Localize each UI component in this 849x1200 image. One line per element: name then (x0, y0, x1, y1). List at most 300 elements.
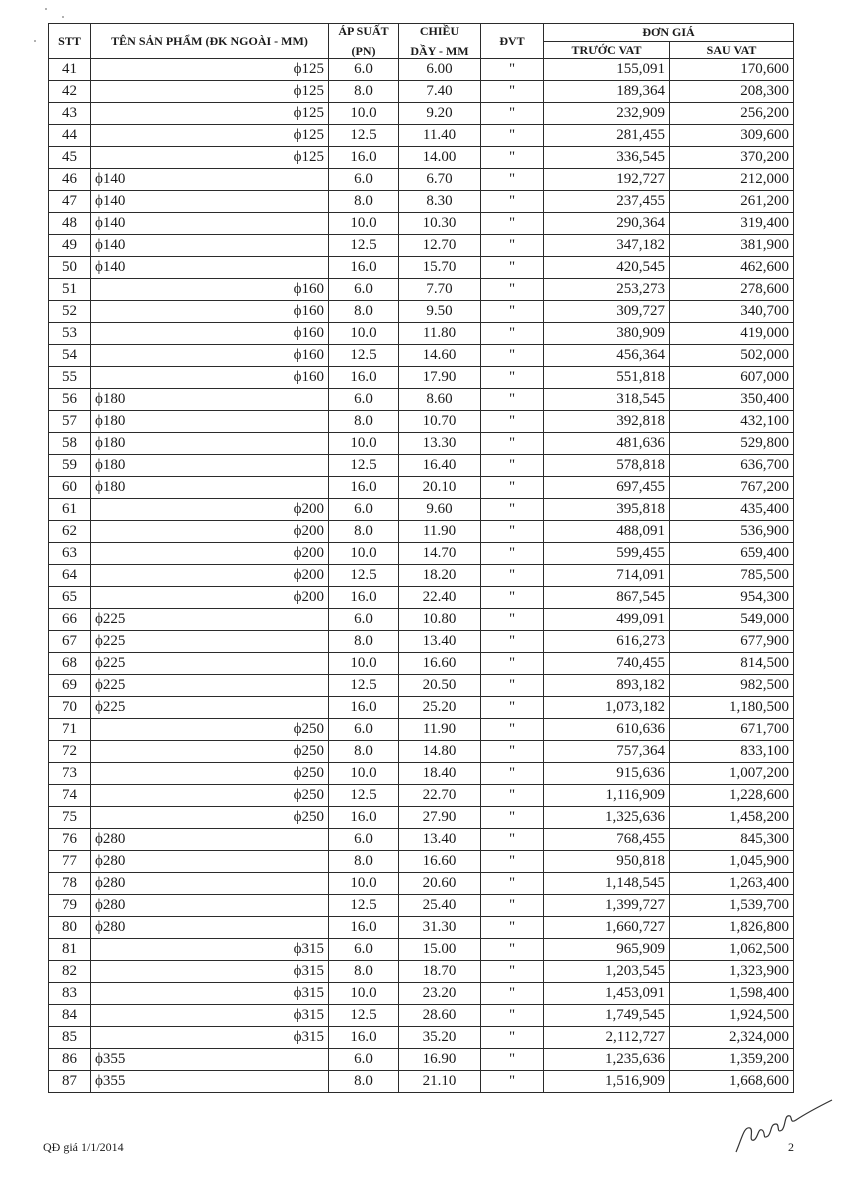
row-price-before-vat: 1,749,545 (544, 1005, 670, 1027)
row-price-before-vat: 1,516,909 (544, 1071, 670, 1093)
row-price-after-vat: 549,000 (670, 609, 794, 631)
row-thickness: 10.80 (399, 609, 481, 631)
table-row (49, 653, 794, 675)
row-stt: 58 (49, 433, 91, 455)
row-thickness: 11.80 (399, 323, 481, 345)
row-stt: 79 (49, 895, 91, 917)
row-product: ϕ280 (91, 895, 329, 917)
row-thickness: 14.70 (399, 543, 481, 565)
row-thickness: 18.20 (399, 565, 481, 587)
table-row (49, 873, 794, 895)
header-thickness (399, 24, 481, 59)
row-stt: 42 (49, 81, 91, 103)
row-unit: " (481, 807, 544, 829)
row-price-before-vat: 281,455 (544, 125, 670, 147)
row-product: ϕ250 (91, 785, 329, 807)
row-thickness: 22.40 (399, 587, 481, 609)
row-pressure: 6.0 (329, 59, 399, 81)
row-thickness: 9.50 (399, 301, 481, 323)
row-thickness: 25.40 (399, 895, 481, 917)
row-thickness: 10.70 (399, 411, 481, 433)
row-product: ϕ225 (91, 653, 329, 675)
row-price-before-vat: 1,073,182 (544, 697, 670, 719)
row-stt: 53 (49, 323, 91, 345)
row-stt: 43 (49, 103, 91, 125)
row-price-before-vat: 392,818 (544, 411, 670, 433)
row-price-before-vat: 1,453,091 (544, 983, 670, 1005)
table-row (49, 543, 794, 565)
row-price-after-vat: 309,600 (670, 125, 794, 147)
row-unit: " (481, 257, 544, 279)
row-price-before-vat: 481,636 (544, 433, 670, 455)
row-price-after-vat: 814,500 (670, 653, 794, 675)
row-price-after-vat: 1,180,500 (670, 697, 794, 719)
row-unit: " (481, 103, 544, 125)
row-product: ϕ280 (91, 917, 329, 939)
row-price-after-vat: 319,400 (670, 213, 794, 235)
row-price-after-vat: 671,700 (670, 719, 794, 741)
row-product: ϕ125 (91, 103, 329, 125)
row-thickness: 7.40 (399, 81, 481, 103)
row-price-before-vat: 1,203,545 (544, 961, 670, 983)
row-pressure: 16.0 (329, 257, 399, 279)
row-price-after-vat: 954,300 (670, 587, 794, 609)
row-price-before-vat: 155,091 (544, 59, 670, 81)
row-thickness: 20.50 (399, 675, 481, 697)
row-stt: 86 (49, 1049, 91, 1071)
table-row (49, 499, 794, 521)
row-price-after-vat: 1,668,600 (670, 1071, 794, 1093)
row-thickness: 11.90 (399, 719, 481, 741)
row-thickness: 22.70 (399, 785, 481, 807)
table-row (49, 367, 794, 389)
row-price-before-vat: 768,455 (544, 829, 670, 851)
row-thickness: 16.90 (399, 1049, 481, 1071)
row-thickness: 13.40 (399, 829, 481, 851)
table-row (49, 565, 794, 587)
table-row (49, 1071, 794, 1093)
row-price-after-vat: 785,500 (670, 565, 794, 587)
row-stt: 49 (49, 235, 91, 257)
row-unit: " (481, 719, 544, 741)
table-row (49, 631, 794, 653)
row-pressure: 10.0 (329, 763, 399, 785)
table-row (49, 1027, 794, 1049)
table-row (49, 81, 794, 103)
row-price-after-vat: 1,228,600 (670, 785, 794, 807)
row-price-after-vat: 502,000 (670, 345, 794, 367)
row-pressure: 16.0 (329, 477, 399, 499)
row-price-before-vat: 488,091 (544, 521, 670, 543)
row-thickness: 17.90 (399, 367, 481, 389)
row-price-before-vat: 456,364 (544, 345, 670, 367)
row-thickness: 14.80 (399, 741, 481, 763)
row-pressure: 6.0 (329, 609, 399, 631)
row-product: ϕ225 (91, 609, 329, 631)
row-pressure: 8.0 (329, 961, 399, 983)
row-product: ϕ200 (91, 521, 329, 543)
row-price-after-vat: 1,045,900 (670, 851, 794, 873)
row-pressure: 12.5 (329, 125, 399, 147)
row-stt: 54 (49, 345, 91, 367)
row-pressure: 10.0 (329, 543, 399, 565)
table-row (49, 169, 794, 191)
row-pressure: 8.0 (329, 521, 399, 543)
row-price-after-vat: 350,400 (670, 389, 794, 411)
row-price-after-vat: 1,539,700 (670, 895, 794, 917)
row-price-before-vat: 1,325,636 (544, 807, 670, 829)
row-price-before-vat: 189,364 (544, 81, 670, 103)
row-price-after-vat: 432,100 (670, 411, 794, 433)
row-stt: 81 (49, 939, 91, 961)
row-price-before-vat: 336,545 (544, 147, 670, 169)
row-pressure: 12.5 (329, 675, 399, 697)
row-price-before-vat: 1,399,727 (544, 895, 670, 917)
table-row (49, 939, 794, 961)
row-unit: " (481, 345, 544, 367)
row-product: ϕ280 (91, 829, 329, 851)
row-price-before-vat: 965,909 (544, 939, 670, 961)
row-price-before-vat: 740,455 (544, 653, 670, 675)
row-price-before-vat: 1,116,909 (544, 785, 670, 807)
row-product: ϕ225 (91, 631, 329, 653)
row-product: ϕ315 (91, 1005, 329, 1027)
row-product: ϕ315 (91, 939, 329, 961)
row-product: ϕ180 (91, 389, 329, 411)
row-price-after-vat: 208,300 (670, 81, 794, 103)
row-product: ϕ160 (91, 279, 329, 301)
row-price-after-vat: 462,600 (670, 257, 794, 279)
row-price-after-vat: 1,062,500 (670, 939, 794, 961)
row-product: ϕ200 (91, 565, 329, 587)
row-pressure: 8.0 (329, 1071, 399, 1093)
row-product: ϕ125 (91, 125, 329, 147)
scan-speck (62, 16, 64, 18)
row-unit: " (481, 455, 544, 477)
row-price-before-vat: 1,235,636 (544, 1049, 670, 1071)
row-pressure: 10.0 (329, 433, 399, 455)
row-pressure: 12.5 (329, 785, 399, 807)
row-pressure: 6.0 (329, 1049, 399, 1071)
row-stt: 41 (49, 59, 91, 81)
row-price-after-vat: 677,900 (670, 631, 794, 653)
row-stt: 76 (49, 829, 91, 851)
row-price-after-vat: 982,500 (670, 675, 794, 697)
row-pressure: 10.0 (329, 983, 399, 1005)
row-price-after-vat: 607,000 (670, 367, 794, 389)
row-product: ϕ200 (91, 587, 329, 609)
row-price-before-vat: 237,455 (544, 191, 670, 213)
row-stt: 78 (49, 873, 91, 895)
row-pressure: 10.0 (329, 653, 399, 675)
row-product: ϕ180 (91, 455, 329, 477)
row-price-before-vat: 599,455 (544, 543, 670, 565)
table-row (49, 477, 794, 499)
row-thickness: 23.20 (399, 983, 481, 1005)
row-thickness: 10.30 (399, 213, 481, 235)
row-stt: 73 (49, 763, 91, 785)
row-price-after-vat: 1,359,200 (670, 1049, 794, 1071)
row-stt: 46 (49, 169, 91, 191)
row-price-before-vat: 950,818 (544, 851, 670, 873)
row-price-after-vat: 381,900 (670, 235, 794, 257)
row-thickness: 16.60 (399, 851, 481, 873)
row-product: ϕ140 (91, 213, 329, 235)
row-price-before-vat: 395,818 (544, 499, 670, 521)
row-pressure: 6.0 (329, 829, 399, 851)
row-product: ϕ180 (91, 411, 329, 433)
row-pressure: 16.0 (329, 147, 399, 169)
row-price-after-vat: 833,100 (670, 741, 794, 763)
header-after-vat: SAU VAT (670, 41, 794, 59)
row-stt: 59 (49, 455, 91, 477)
row-thickness: 13.40 (399, 631, 481, 653)
header-thickness-line1: CHIỀU (419, 24, 460, 38)
row-unit: " (481, 191, 544, 213)
row-thickness: 28.60 (399, 1005, 481, 1027)
row-product: ϕ315 (91, 961, 329, 983)
row-product: ϕ250 (91, 807, 329, 829)
row-thickness: 20.10 (399, 477, 481, 499)
row-unit: " (481, 1005, 544, 1027)
row-pressure: 10.0 (329, 103, 399, 125)
row-thickness: 15.00 (399, 939, 481, 961)
row-thickness: 14.00 (399, 147, 481, 169)
table-row (49, 257, 794, 279)
row-thickness: 35.20 (399, 1027, 481, 1049)
row-unit: " (481, 389, 544, 411)
row-price-before-vat: 290,364 (544, 213, 670, 235)
table-row (49, 1049, 794, 1071)
header-price: ĐƠN GIÁ (544, 24, 794, 42)
row-product: ϕ280 (91, 873, 329, 895)
row-thickness: 11.40 (399, 125, 481, 147)
row-price-after-vat: 845,300 (670, 829, 794, 851)
row-unit: " (481, 1071, 544, 1093)
row-stt: 55 (49, 367, 91, 389)
table-row (49, 301, 794, 323)
row-price-after-vat: 1,007,200 (670, 763, 794, 785)
row-pressure: 8.0 (329, 741, 399, 763)
row-thickness: 16.60 (399, 653, 481, 675)
row-thickness: 16.40 (399, 455, 481, 477)
row-pressure: 16.0 (329, 587, 399, 609)
row-pressure: 10.0 (329, 213, 399, 235)
row-pressure: 6.0 (329, 169, 399, 191)
table-row (49, 587, 794, 609)
row-price-before-vat: 309,727 (544, 301, 670, 323)
row-price-before-vat: 347,182 (544, 235, 670, 257)
row-price-after-vat: 1,826,800 (670, 917, 794, 939)
row-stt: 87 (49, 1071, 91, 1093)
row-price-after-vat: 1,598,400 (670, 983, 794, 1005)
row-pressure: 6.0 (329, 279, 399, 301)
row-unit: " (481, 741, 544, 763)
table-row (49, 147, 794, 169)
row-price-before-vat: 192,727 (544, 169, 670, 191)
row-unit: " (481, 785, 544, 807)
row-thickness: 6.00 (399, 59, 481, 81)
row-pressure: 6.0 (329, 719, 399, 741)
row-product: ϕ125 (91, 147, 329, 169)
header-pressure-line1: ÁP SUẤT (338, 24, 389, 38)
row-unit: " (481, 301, 544, 323)
row-stt: 84 (49, 1005, 91, 1027)
row-thickness: 8.30 (399, 191, 481, 213)
header-stt: STT (49, 24, 91, 59)
price-table (48, 23, 794, 1093)
table-row (49, 235, 794, 257)
row-unit: " (481, 675, 544, 697)
row-product: ϕ160 (91, 367, 329, 389)
table-row (49, 741, 794, 763)
row-price-after-vat: 435,400 (670, 499, 794, 521)
row-stt: 64 (49, 565, 91, 587)
row-product: ϕ355 (91, 1071, 329, 1093)
row-stt: 51 (49, 279, 91, 301)
row-price-before-vat: 714,091 (544, 565, 670, 587)
row-unit: " (481, 1049, 544, 1071)
row-price-after-vat: 278,600 (670, 279, 794, 301)
row-thickness: 8.60 (399, 389, 481, 411)
table-row (49, 807, 794, 829)
row-product: ϕ315 (91, 1027, 329, 1049)
row-product: ϕ140 (91, 191, 329, 213)
table-row (49, 763, 794, 785)
row-price-before-vat: 499,091 (544, 609, 670, 631)
row-unit: " (481, 873, 544, 895)
row-thickness: 18.70 (399, 961, 481, 983)
row-stt: 75 (49, 807, 91, 829)
row-pressure: 16.0 (329, 807, 399, 829)
row-pressure: 12.5 (329, 895, 399, 917)
row-product: ϕ160 (91, 323, 329, 345)
row-product: ϕ180 (91, 477, 329, 499)
row-product: ϕ140 (91, 235, 329, 257)
table-row (49, 521, 794, 543)
row-unit: " (481, 697, 544, 719)
row-pressure: 16.0 (329, 367, 399, 389)
row-unit: " (481, 543, 544, 565)
row-price-before-vat: 1,148,545 (544, 873, 670, 895)
row-price-before-vat: 893,182 (544, 675, 670, 697)
row-price-before-vat: 420,545 (544, 257, 670, 279)
row-price-after-vat: 2,324,000 (670, 1027, 794, 1049)
row-stt: 72 (49, 741, 91, 763)
row-unit: " (481, 631, 544, 653)
row-price-before-vat: 380,909 (544, 323, 670, 345)
row-pressure: 8.0 (329, 191, 399, 213)
row-stt: 47 (49, 191, 91, 213)
table-row (49, 455, 794, 477)
table-row (49, 961, 794, 983)
row-unit: " (481, 609, 544, 631)
row-stt: 67 (49, 631, 91, 653)
table-row (49, 917, 794, 939)
row-stt: 66 (49, 609, 91, 631)
row-stt: 48 (49, 213, 91, 235)
row-unit: " (481, 81, 544, 103)
row-product: ϕ225 (91, 697, 329, 719)
row-price-after-vat: 370,200 (670, 147, 794, 169)
row-product: ϕ180 (91, 433, 329, 455)
header-thickness-line2: DẦY - MM (410, 44, 469, 58)
row-stt: 65 (49, 587, 91, 609)
row-price-before-vat: 2,112,727 (544, 1027, 670, 1049)
row-pressure: 6.0 (329, 499, 399, 521)
row-unit: " (481, 983, 544, 1005)
row-stt: 62 (49, 521, 91, 543)
row-stt: 82 (49, 961, 91, 983)
row-pressure: 6.0 (329, 389, 399, 411)
row-price-before-vat: 551,818 (544, 367, 670, 389)
row-stt: 71 (49, 719, 91, 741)
row-thickness: 20.60 (399, 873, 481, 895)
header-pressure-line2: (PN) (351, 44, 376, 58)
row-price-before-vat: 232,909 (544, 103, 670, 125)
table-row (49, 697, 794, 719)
row-unit: " (481, 851, 544, 873)
header-unit: ĐVT (481, 24, 544, 59)
row-price-after-vat: 636,700 (670, 455, 794, 477)
row-thickness: 13.30 (399, 433, 481, 455)
footer-decision-date: QĐ giá 1/1/2014 (43, 1140, 124, 1154)
scan-speck (45, 8, 47, 10)
row-price-before-vat: 616,273 (544, 631, 670, 653)
row-product: ϕ160 (91, 345, 329, 367)
row-price-before-vat: 1,660,727 (544, 917, 670, 939)
row-thickness: 9.60 (399, 499, 481, 521)
table-body (49, 59, 794, 1093)
row-price-after-vat: 1,263,400 (670, 873, 794, 895)
row-stt: 74 (49, 785, 91, 807)
row-unit: " (481, 961, 544, 983)
row-unit: " (481, 147, 544, 169)
row-thickness: 11.90 (399, 521, 481, 543)
row-price-before-vat: 697,455 (544, 477, 670, 499)
row-pressure: 12.5 (329, 1005, 399, 1027)
table-row (49, 895, 794, 917)
header-product: TÊN SẢN PHẨM (ĐK NGOÀI - MM) (91, 24, 329, 59)
header-pressure (329, 24, 399, 59)
row-unit: " (481, 565, 544, 587)
row-stt: 60 (49, 477, 91, 499)
row-stt: 83 (49, 983, 91, 1005)
row-stt: 85 (49, 1027, 91, 1049)
row-price-after-vat: 767,200 (670, 477, 794, 499)
table-row (49, 851, 794, 873)
row-unit: " (481, 1027, 544, 1049)
table-row (49, 389, 794, 411)
row-stt: 77 (49, 851, 91, 873)
row-thickness: 25.20 (399, 697, 481, 719)
row-product: ϕ160 (91, 301, 329, 323)
table-row (49, 103, 794, 125)
row-stt: 52 (49, 301, 91, 323)
row-pressure: 8.0 (329, 411, 399, 433)
row-unit: " (481, 587, 544, 609)
row-product: ϕ225 (91, 675, 329, 697)
row-price-before-vat: 253,273 (544, 279, 670, 301)
row-pressure: 8.0 (329, 81, 399, 103)
row-unit: " (481, 235, 544, 257)
row-product: ϕ140 (91, 169, 329, 191)
row-pressure: 8.0 (329, 851, 399, 873)
table-row (49, 125, 794, 147)
row-product: ϕ250 (91, 763, 329, 785)
row-unit: " (481, 433, 544, 455)
table-row (49, 983, 794, 1005)
